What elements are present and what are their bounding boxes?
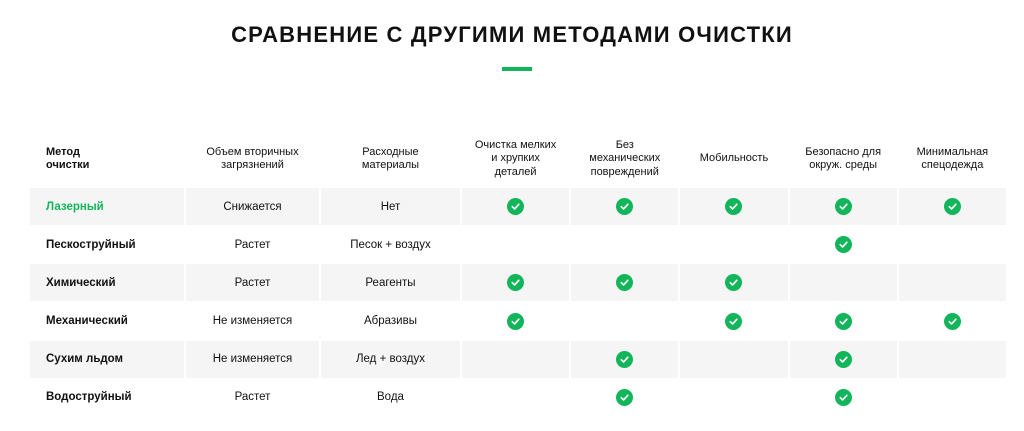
table-row bbox=[30, 264, 1006, 301]
header-pollution bbox=[186, 136, 319, 182]
feature-cell bbox=[899, 303, 1006, 340]
header-label: Метод очистки bbox=[46, 145, 90, 171]
header-method bbox=[30, 136, 184, 182]
check-circle-icon bbox=[835, 236, 852, 253]
check-circle-icon bbox=[725, 313, 742, 330]
materials-value: Песок + воздух bbox=[350, 238, 431, 251]
table-row bbox=[30, 226, 1006, 263]
method-name: Сухим льдом bbox=[30, 341, 184, 378]
feature-cell bbox=[899, 226, 1006, 263]
check-circle-icon bbox=[725, 198, 742, 215]
check-circle-icon bbox=[944, 313, 961, 330]
feature-cell bbox=[571, 264, 678, 301]
table-row bbox=[30, 379, 1006, 416]
feature-cell bbox=[571, 341, 678, 378]
feature-cell bbox=[571, 188, 678, 225]
method-name: Лазерный bbox=[30, 188, 184, 225]
materials-value: Нет bbox=[321, 188, 460, 225]
check-circle-icon bbox=[616, 198, 633, 215]
feature-cell bbox=[680, 379, 787, 416]
check-circle-icon bbox=[616, 389, 633, 406]
check-circle-icon bbox=[835, 198, 852, 215]
check-circle-icon bbox=[507, 198, 524, 215]
header-label: Расходные материалы bbox=[361, 145, 420, 171]
feature-cell bbox=[899, 188, 1006, 225]
check-circle-icon bbox=[507, 313, 524, 330]
pollution-value: Не изменяется bbox=[186, 341, 319, 378]
feature-cell bbox=[790, 303, 897, 340]
pollution-value: Не изменяется bbox=[212, 315, 293, 328]
method-name: Химический bbox=[30, 264, 184, 301]
materials-value: Лед + воздух bbox=[321, 341, 460, 378]
feature-cell bbox=[571, 226, 678, 263]
feature-cell bbox=[790, 341, 897, 378]
check-circle-icon bbox=[835, 313, 852, 330]
feature-cell bbox=[899, 341, 1006, 378]
method-name: Механический bbox=[46, 315, 128, 328]
feature-cell bbox=[462, 188, 569, 225]
feature-cell bbox=[680, 188, 787, 225]
check-circle-icon bbox=[616, 351, 633, 368]
materials-value: Абразивы bbox=[363, 315, 417, 328]
page-title: СРАВНЕНИЕ С ДРУГИМИ МЕТОДАМИ ОЧИСТКИ bbox=[231, 22, 793, 47]
feature-cell bbox=[899, 264, 1006, 301]
header-small-parts bbox=[462, 136, 569, 182]
header-min-gear bbox=[899, 136, 1006, 182]
feature-cell bbox=[790, 226, 897, 263]
feature-cell bbox=[899, 379, 1006, 416]
table-row bbox=[30, 188, 1006, 225]
feature-cell bbox=[462, 226, 569, 263]
header-mobility bbox=[680, 136, 787, 182]
feature-cell bbox=[571, 303, 678, 340]
feature-cell bbox=[680, 264, 787, 301]
header-materials bbox=[321, 136, 460, 182]
method-name: Водоструйный bbox=[46, 391, 132, 404]
method-name: Пескоструйный bbox=[46, 238, 136, 251]
feature-cell bbox=[680, 303, 787, 340]
check-circle-icon bbox=[616, 274, 633, 291]
table-row bbox=[30, 303, 1006, 340]
feature-cell bbox=[790, 264, 897, 301]
check-circle-icon bbox=[835, 351, 852, 368]
feature-cell bbox=[462, 303, 569, 340]
materials-value: Вода bbox=[377, 391, 404, 404]
feature-cell bbox=[462, 264, 569, 301]
header-label: Без механических повреждений bbox=[589, 138, 661, 178]
feature-cell bbox=[790, 379, 897, 416]
check-circle-icon bbox=[507, 274, 524, 291]
check-circle-icon bbox=[725, 274, 742, 291]
header-eco-safe bbox=[790, 136, 897, 182]
check-circle-icon bbox=[944, 198, 961, 215]
header-label: Безопасно для окруж. среды bbox=[805, 145, 882, 171]
feature-cell bbox=[680, 341, 787, 378]
check-circle-icon bbox=[835, 389, 852, 406]
pollution-value: Растет bbox=[186, 264, 319, 301]
title-underline bbox=[502, 67, 532, 71]
pollution-value: Снижается bbox=[186, 188, 319, 225]
header-label: Мобильность bbox=[699, 152, 769, 165]
table-body bbox=[30, 188, 1006, 416]
header-label: Объем вторичных загрязнений bbox=[206, 145, 299, 171]
header-no-damage bbox=[571, 136, 678, 182]
table-row bbox=[30, 341, 1006, 378]
table-header bbox=[30, 136, 1006, 182]
feature-cell bbox=[790, 188, 897, 225]
pollution-value: Растет bbox=[234, 391, 271, 404]
header-label: Минимальная спецодежда bbox=[916, 145, 989, 171]
pollution-value: Растет bbox=[234, 238, 271, 251]
feature-cell bbox=[571, 379, 678, 416]
feature-cell bbox=[462, 379, 569, 416]
materials-value: Реагенты bbox=[321, 264, 460, 301]
header-label: Очистка мелких и хрупких деталей bbox=[474, 138, 557, 178]
feature-cell bbox=[680, 226, 787, 263]
feature-cell bbox=[462, 341, 569, 378]
comparison-table bbox=[30, 136, 1006, 417]
